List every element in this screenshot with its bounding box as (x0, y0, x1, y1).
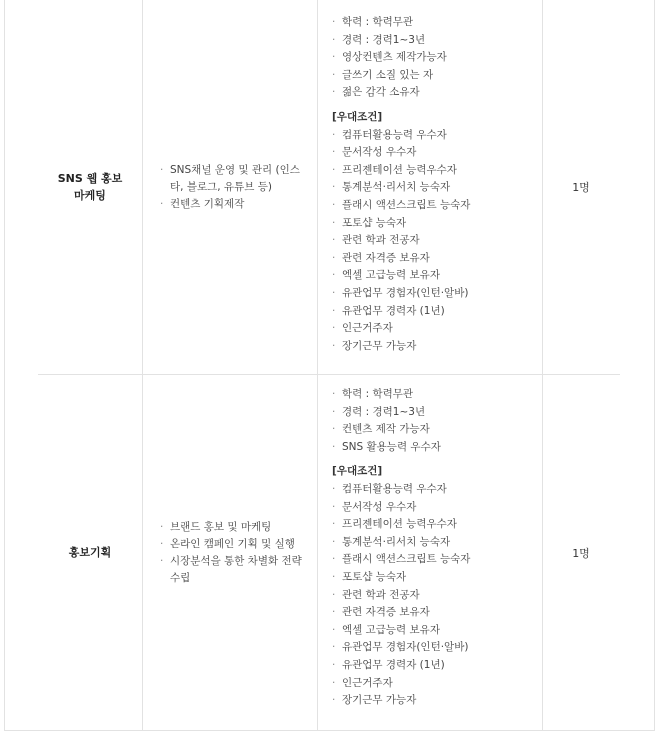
headcount-cell (543, 375, 619, 730)
list-item: · 온라인 캠페인 기획 및 실행 (160, 536, 310, 553)
list-item: · 장기근무 가능자 (332, 338, 537, 356)
job-title: SNS 웹 홍보 (57, 172, 123, 185)
list-item: · 유관업무 경력자 (1년) (332, 657, 537, 675)
requirements-cell (332, 386, 537, 710)
headcount: 1명 (572, 181, 590, 194)
headcount-cell (543, 0, 619, 374)
preferred-list (332, 481, 537, 710)
list-item: · 컴퓨터활용능력 우수자 (332, 127, 537, 145)
list-item: · SNS 활용능력 우수자 (332, 439, 537, 457)
list-item: · 엑셀 고급능력 보유자 (332, 622, 537, 640)
list-item: · 젊은 감각 소유자 (332, 84, 537, 102)
preferred-list (332, 127, 537, 356)
job-title-cell (38, 0, 142, 374)
list-item: · 시장분석을 통한 차별화 전략 수립 (160, 553, 310, 587)
list-item: · 관련 자격증 보유자 (332, 604, 537, 622)
list-item: · 관련 학과 전공자 (332, 232, 537, 250)
list-item: · 통계분석·리서치 능숙자 (332, 179, 537, 197)
requirements-list (332, 386, 537, 456)
list-item: · 관련 자격증 보유자 (332, 250, 537, 268)
duties-cell (160, 375, 310, 730)
list-item: · 플래시 액션스크립트 능숙자 (332, 197, 537, 215)
list-item: · 경력 : 경력1~3년 (332, 32, 537, 50)
duties-cell (160, 0, 310, 374)
job-title: 홍보기획 (68, 546, 112, 559)
list-item: · 유관업무 경력자 (1년) (332, 303, 537, 321)
list-item: · 문서작성 우수자 (332, 499, 537, 517)
list-item: · 유관업무 경험자(인턴·알바) (332, 285, 537, 303)
list-item: · 포토샵 능숙자 (332, 569, 537, 587)
duties-list (160, 162, 310, 213)
requirements-list (332, 14, 537, 102)
list-item: · 프리젠테이션 능력우수자 (332, 162, 537, 180)
list-item: · 문서작성 우수자 (332, 144, 537, 162)
list-item: · 컨텐츠 제작 가능자 (332, 421, 537, 439)
list-item: · 인근거주자 (332, 320, 537, 338)
list-item: · 영상컨텐츠 제작가능자 (332, 49, 537, 67)
list-item: · 포토샵 능숙자 (332, 215, 537, 233)
list-item: · 경력 : 경력1~3년 (332, 404, 537, 422)
list-item: · 프리젠테이션 능력우수자 (332, 516, 537, 534)
list-item: · 유관업무 경험자(인턴·알바) (332, 639, 537, 657)
list-item: · 브랜드 홍보 및 마케팅 (160, 519, 310, 536)
list-item: · 엑셀 고급능력 보유자 (332, 267, 537, 285)
requirements-cell (332, 14, 537, 355)
headcount: 1명 (572, 546, 590, 560)
list-item: · 학력 : 학력무관 (332, 386, 537, 404)
list-item: · 컨텐츠 기획제작 (160, 196, 310, 213)
table-row (0, 375, 659, 730)
list-item: · SNS채널 운영 및 관리 (인스타, 블로그, 유튜브 등) (160, 162, 310, 196)
list-item: · 글쓰기 소질 있는 자 (332, 67, 537, 85)
list-item: · 인근거주자 (332, 675, 537, 693)
duties-list (160, 519, 310, 587)
preferred-heading: [우대조건] (332, 110, 383, 123)
list-item: · 컴퓨터활용능력 우수자 (332, 481, 537, 499)
list-item: · 통계분석·리서치 능숙자 (332, 534, 537, 552)
list-item: · 장기근무 가능자 (332, 692, 537, 710)
preferred-heading: [우대조건] (332, 465, 383, 478)
job-title: 마케팅 (74, 189, 106, 202)
table-border-bottom (4, 730, 655, 731)
list-item: · 학력 : 학력무관 (332, 14, 537, 32)
list-item: · 관련 학과 전공자 (332, 587, 537, 605)
job-title-cell (38, 375, 142, 730)
list-item: · 플래시 액션스크립트 능숙자 (332, 551, 537, 569)
